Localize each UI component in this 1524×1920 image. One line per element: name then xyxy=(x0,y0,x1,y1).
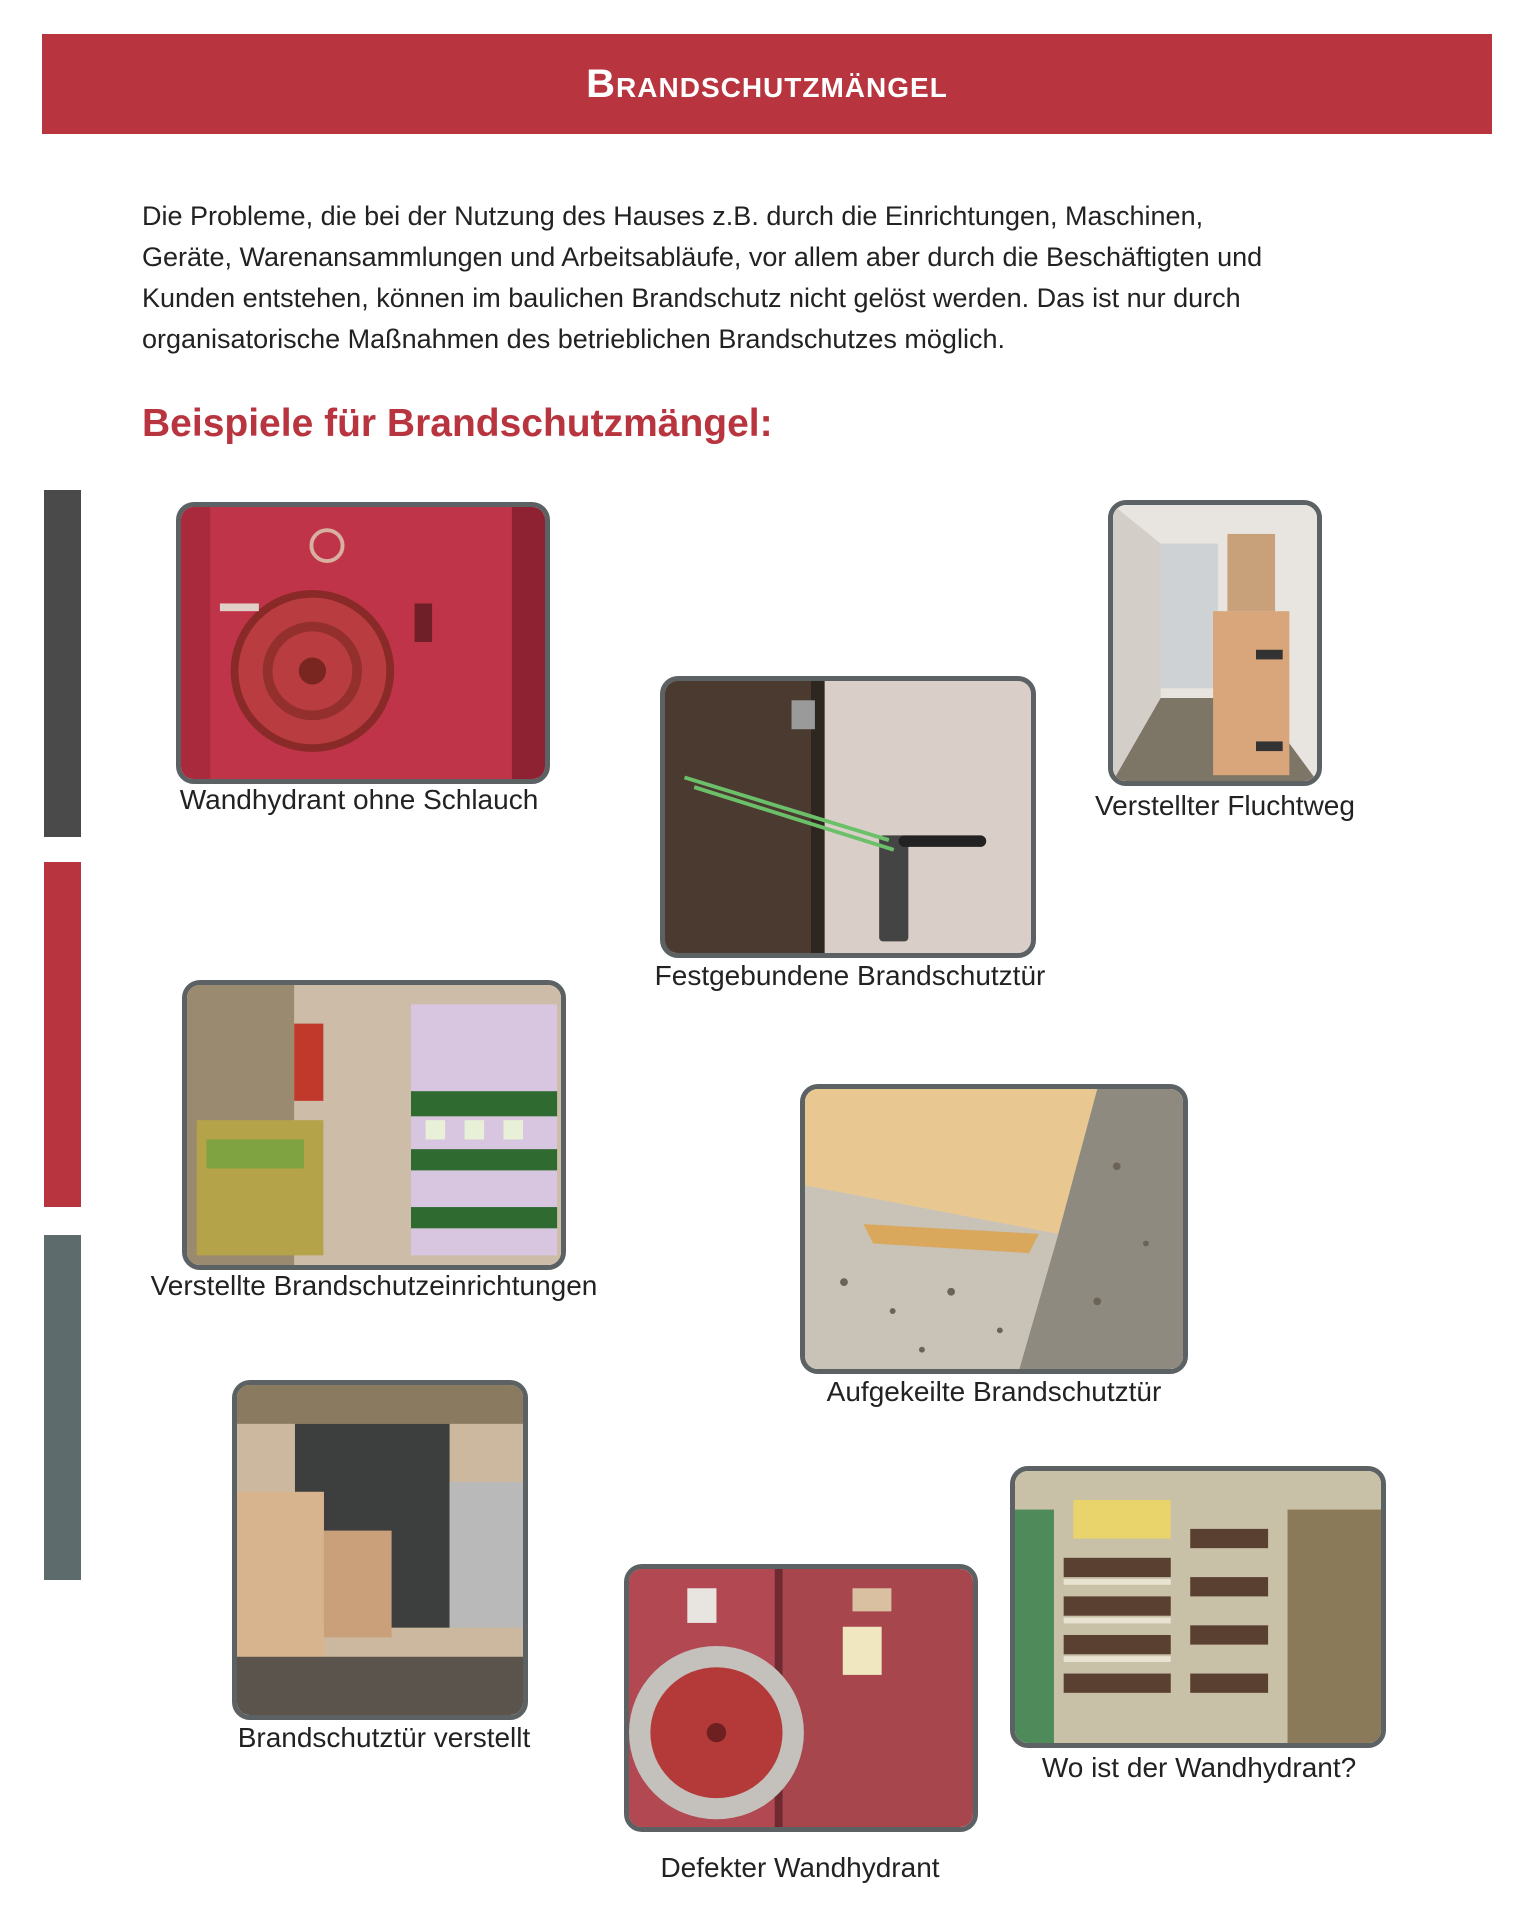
side-bar-dark xyxy=(44,490,81,837)
caption-photo-5: Aufgekeilte Brandschutztür xyxy=(826,1376,1162,1407)
intro-line: Kunden entstehen, können im baulichen Brandschutz nicht gelöst werden. Das ist nur durch xyxy=(142,283,1241,313)
side-bar-slate xyxy=(44,1235,81,1580)
caption-photo-6: Brandschutztür verstellt xyxy=(237,1722,531,1753)
caption-photo-1: Wandhydrant ohne Schlauch xyxy=(179,784,539,815)
section-title: Beispiele für Brandschutzmängel: xyxy=(142,402,773,445)
caption-photo-2: Festgebundene Brandschutztür xyxy=(654,960,1046,991)
photo-wedged-fire-door xyxy=(800,1084,1188,1374)
photo-defective-hydrant xyxy=(624,1564,978,1832)
intro-line: Geräte, Warenansammlungen und Arbeitsabläufe, vor allem aber durch die Beschäftigten und xyxy=(142,242,1263,272)
page-title: Brandschutzmängel xyxy=(586,61,948,106)
photo-blocked-fire-door xyxy=(232,1380,528,1720)
caption-photo-3: Verstellter Fluchtweg xyxy=(1095,790,1355,821)
caption-photo-4: Verstellte Brandschutzeinrichtungen xyxy=(150,1270,598,1301)
intro-paragraph xyxy=(142,196,1442,360)
side-bar-red xyxy=(44,862,81,1207)
photo-where-is-hydrant xyxy=(1010,1466,1386,1748)
intro-line: Die Probleme, die bei der Nutzung des Hauses z.B. durch die Einrichtungen, Maschinen, xyxy=(142,201,1204,231)
intro-line: organisatorische Maßnahmen des betrieblichen Brandschutzes möglich. xyxy=(142,324,1005,354)
photo-blocked-escape-route xyxy=(1108,500,1322,786)
photo-hydrant-without-hose xyxy=(176,502,550,784)
caption-photo-7: Defekter Wandhydrant xyxy=(660,1852,940,1883)
photo-tied-fire-door xyxy=(660,676,1036,958)
photo-blocked-fire-equipment xyxy=(182,980,566,1270)
title-banner xyxy=(42,34,1492,134)
caption-photo-8: Wo ist der Wandhydrant? xyxy=(1041,1752,1357,1783)
